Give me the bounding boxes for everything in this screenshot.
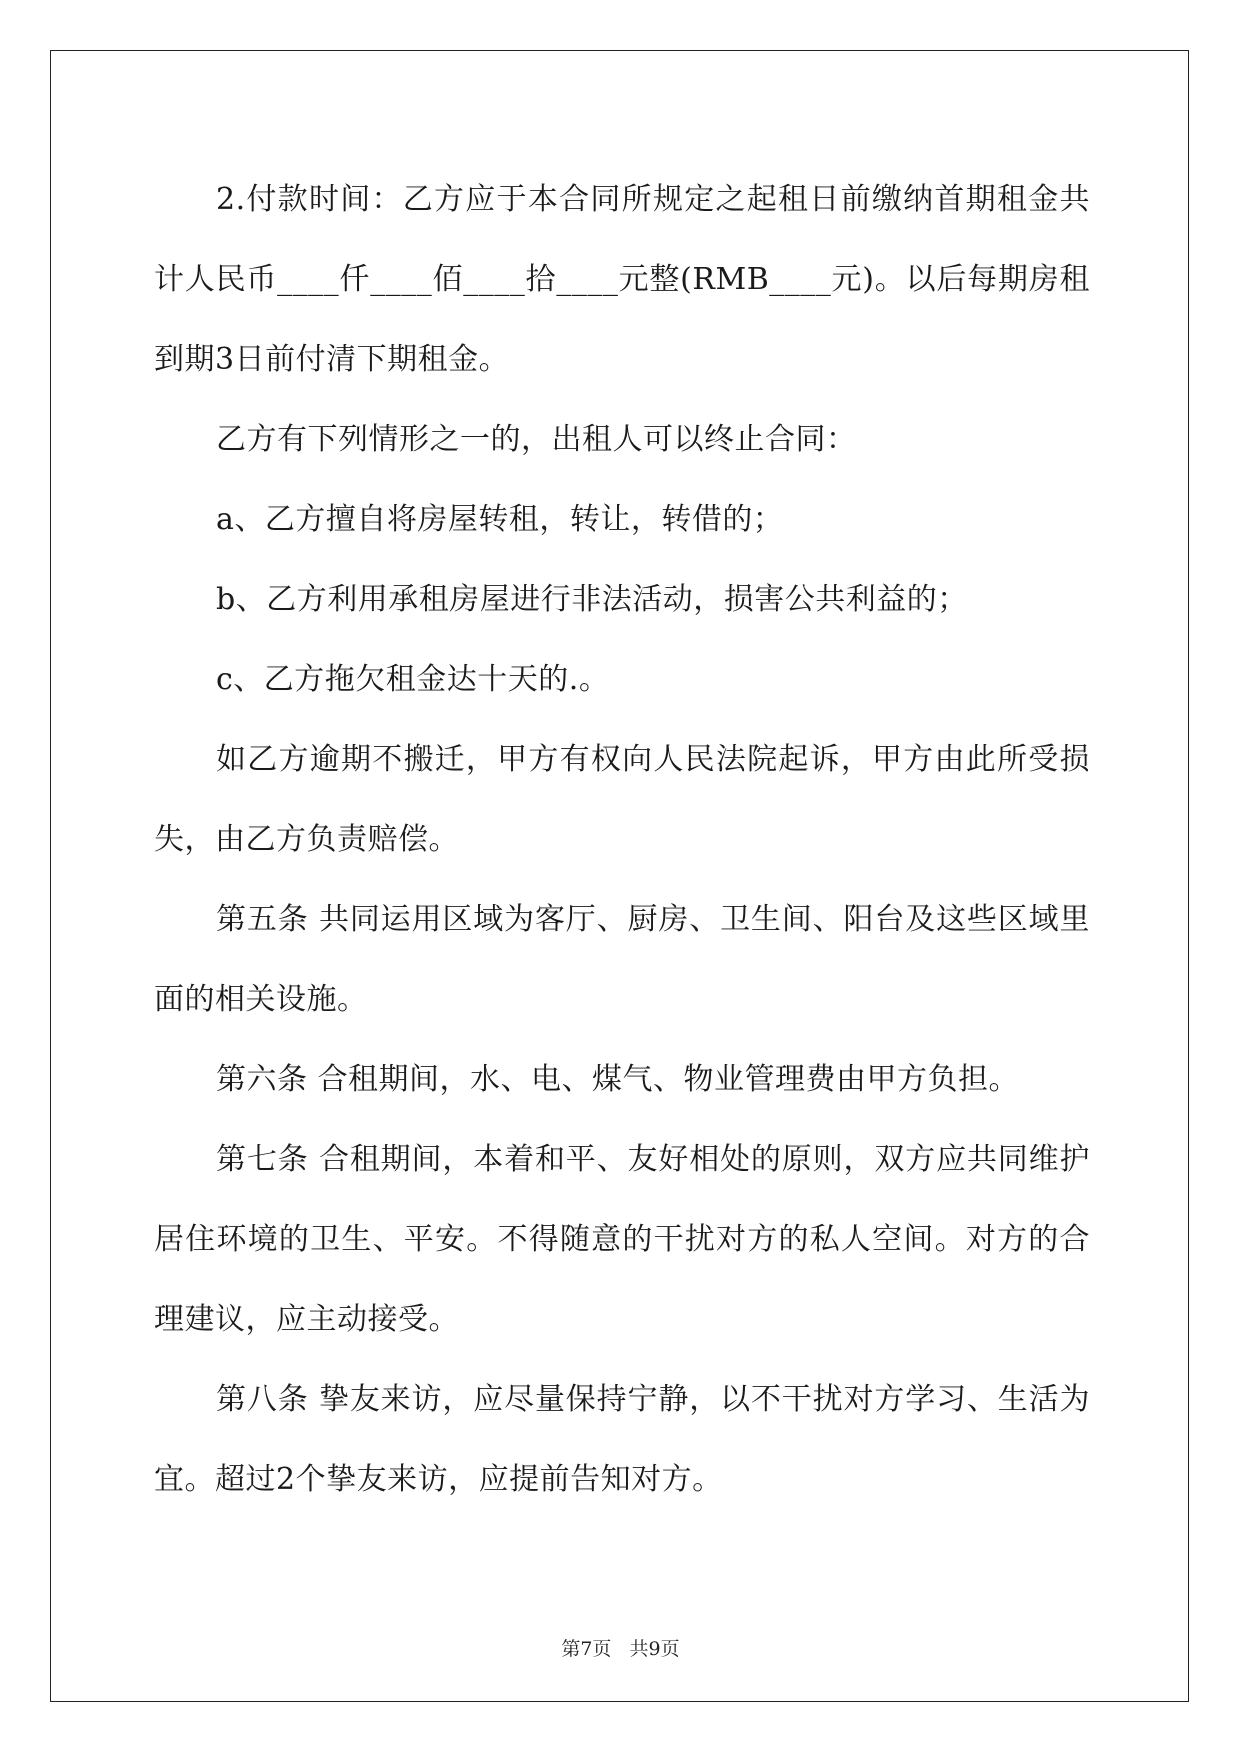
paragraph-article-5: 第五条 共同运用区域为客厅、厨房、卫生间、阳台及这些区域里面的相关设施。 [154, 902, 1090, 1017]
paragraph-article-6: 第六条 合租期间，水、电、煤气、物业管理费由甲方负担。 [216, 1062, 1020, 1097]
document-body [154, 160, 1090, 1520]
paragraph-condition-a: a、乙方擅自将房屋转租，转让，转借的； [216, 502, 784, 537]
paragraph-overdue-relocation: 如乙方逾期不搬迁，甲方有权向人民法院起诉，甲方由此所受损失，由乙方负责赔偿。 [154, 742, 1090, 857]
page-number-footer: 第7页 共9页 [561, 1638, 680, 1660]
paragraph-article-8: 第八条 挚友来访，应尽量保持宁静，以不干扰对方学习、生活为宜。超过2个挚友来访，应提前告知对方。 [154, 1382, 1090, 1497]
paragraph-payment-time: 2.付款时间：乙方应于本合同所规定之起租日前缴纳首期租金共计人民币____仟____佰____拾____元整(RMB____元)。以后每期房租到期3日前付清下期租金。 [154, 182, 1090, 377]
paragraph-condition-b: b、乙方利用承租房屋进行非法活动，损害公共利益的； [216, 582, 968, 617]
paragraph-termination-conditions: 乙方有下列情形之一的，出租人可以终止合同： [216, 422, 857, 457]
paragraph-condition-c: c、乙方拖欠租金达十天的.。 [216, 662, 610, 697]
paragraph-article-7: 第七条 合租期间，本着和平、友好相处的原则，双方应共同维护居住环境的卫生、平安。不得随意的干扰对方的私人空间。对方的合理建议，应主动接受。 [154, 1142, 1090, 1337]
